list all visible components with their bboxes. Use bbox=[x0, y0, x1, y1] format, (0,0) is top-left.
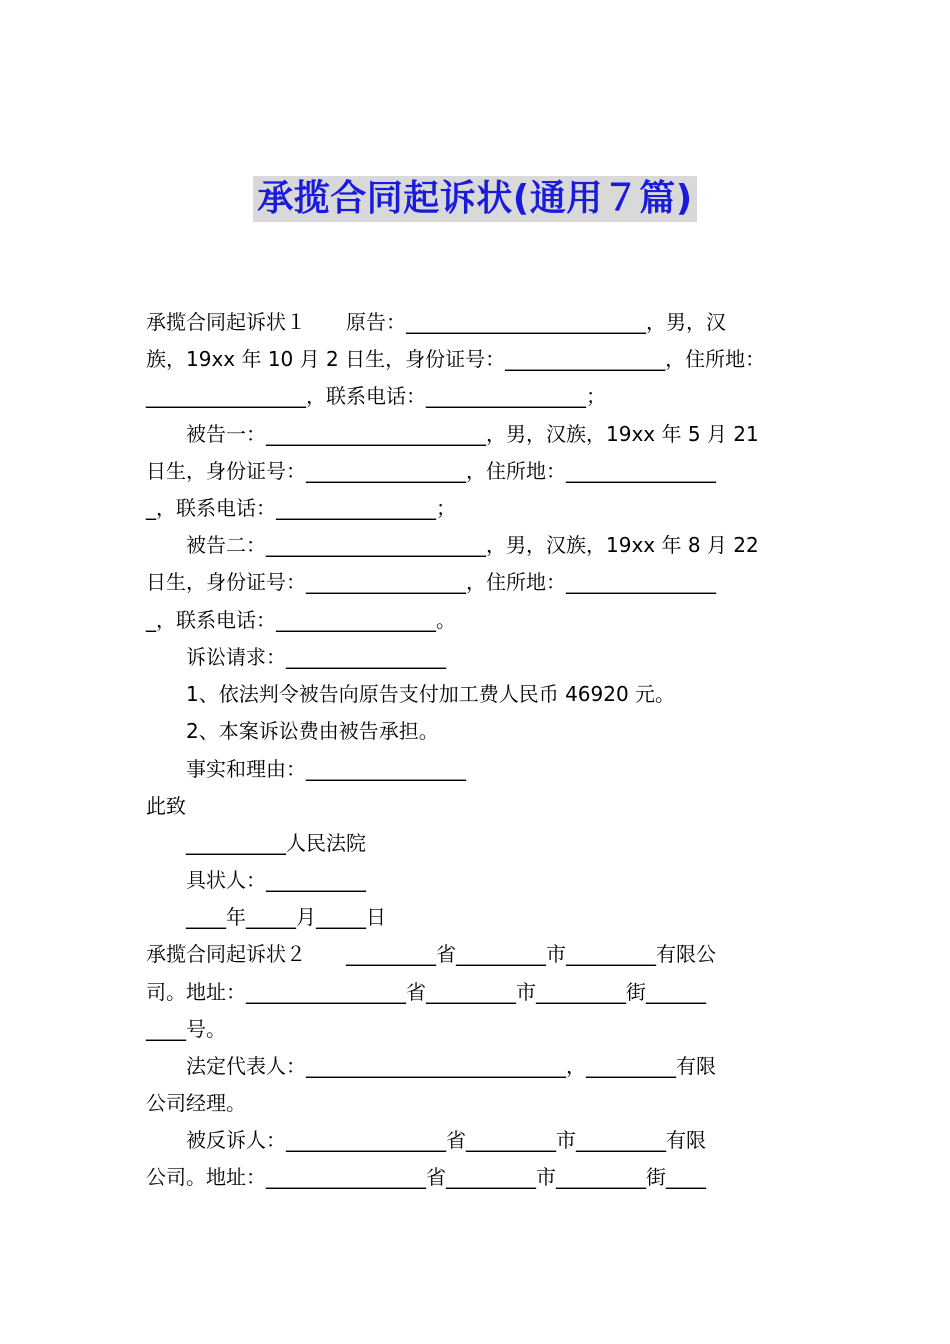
text-line: ________________，联系电话：________________； bbox=[146, 384, 606, 408]
text-line: ____号。 bbox=[146, 1017, 226, 1041]
text-line: 司。地址：________________省_________市_________街______ bbox=[146, 980, 706, 1004]
text-line: 法定代表人：__________________________，_________有限 bbox=[146, 1054, 716, 1078]
text-line: 此致 bbox=[146, 794, 186, 818]
text-line: 日生，身份证号：________________，住所地：_______________ bbox=[146, 459, 716, 483]
text-line: ____年_____月_____日 bbox=[146, 905, 386, 929]
text-line: 公司。地址：________________省_________市_________街____ bbox=[146, 1165, 706, 1189]
text-line: 诉讼请求：________________ bbox=[146, 645, 446, 669]
text-line: __________人民法院 bbox=[146, 831, 366, 855]
text-line: 2、本案诉讼费由被告承担。 bbox=[146, 719, 439, 743]
text-line: 被告一：______________________，男，汉族，19xx 年 5 月 21 bbox=[146, 422, 759, 446]
text-line: 事实和理由：________________ bbox=[146, 757, 466, 781]
text-line: 被反诉人：________________省_________市_________有限 bbox=[146, 1128, 706, 1152]
text-line: 承揽合同起诉状２ _________省_________市_________有限公 bbox=[146, 942, 716, 966]
text-line: 具状人：__________ bbox=[146, 868, 366, 892]
title-wrap bbox=[0, 176, 950, 222]
text-line: 日生，身份证号：________________，住所地：_______________ bbox=[146, 570, 716, 594]
document-title: 承揽合同起诉状(通用７篇) bbox=[253, 176, 696, 222]
text-line: 族，19xx 年 10 月 2 日生，身份证号：________________，住所地： bbox=[146, 347, 766, 371]
text-line: _，联系电话：________________； bbox=[146, 496, 456, 520]
text-line: 公司经理。 bbox=[146, 1091, 246, 1115]
text-line: 被告二：______________________，男，汉族，19xx 年 8 月 22 bbox=[146, 533, 759, 557]
text-line: 承揽合同起诉状１ 原告：________________________，男，汉 bbox=[146, 310, 726, 334]
text-line: 1、依法判令被告向原告支付加工费人民币 46920 元。 bbox=[146, 682, 676, 706]
text-line: _，联系电话：________________。 bbox=[146, 608, 456, 632]
